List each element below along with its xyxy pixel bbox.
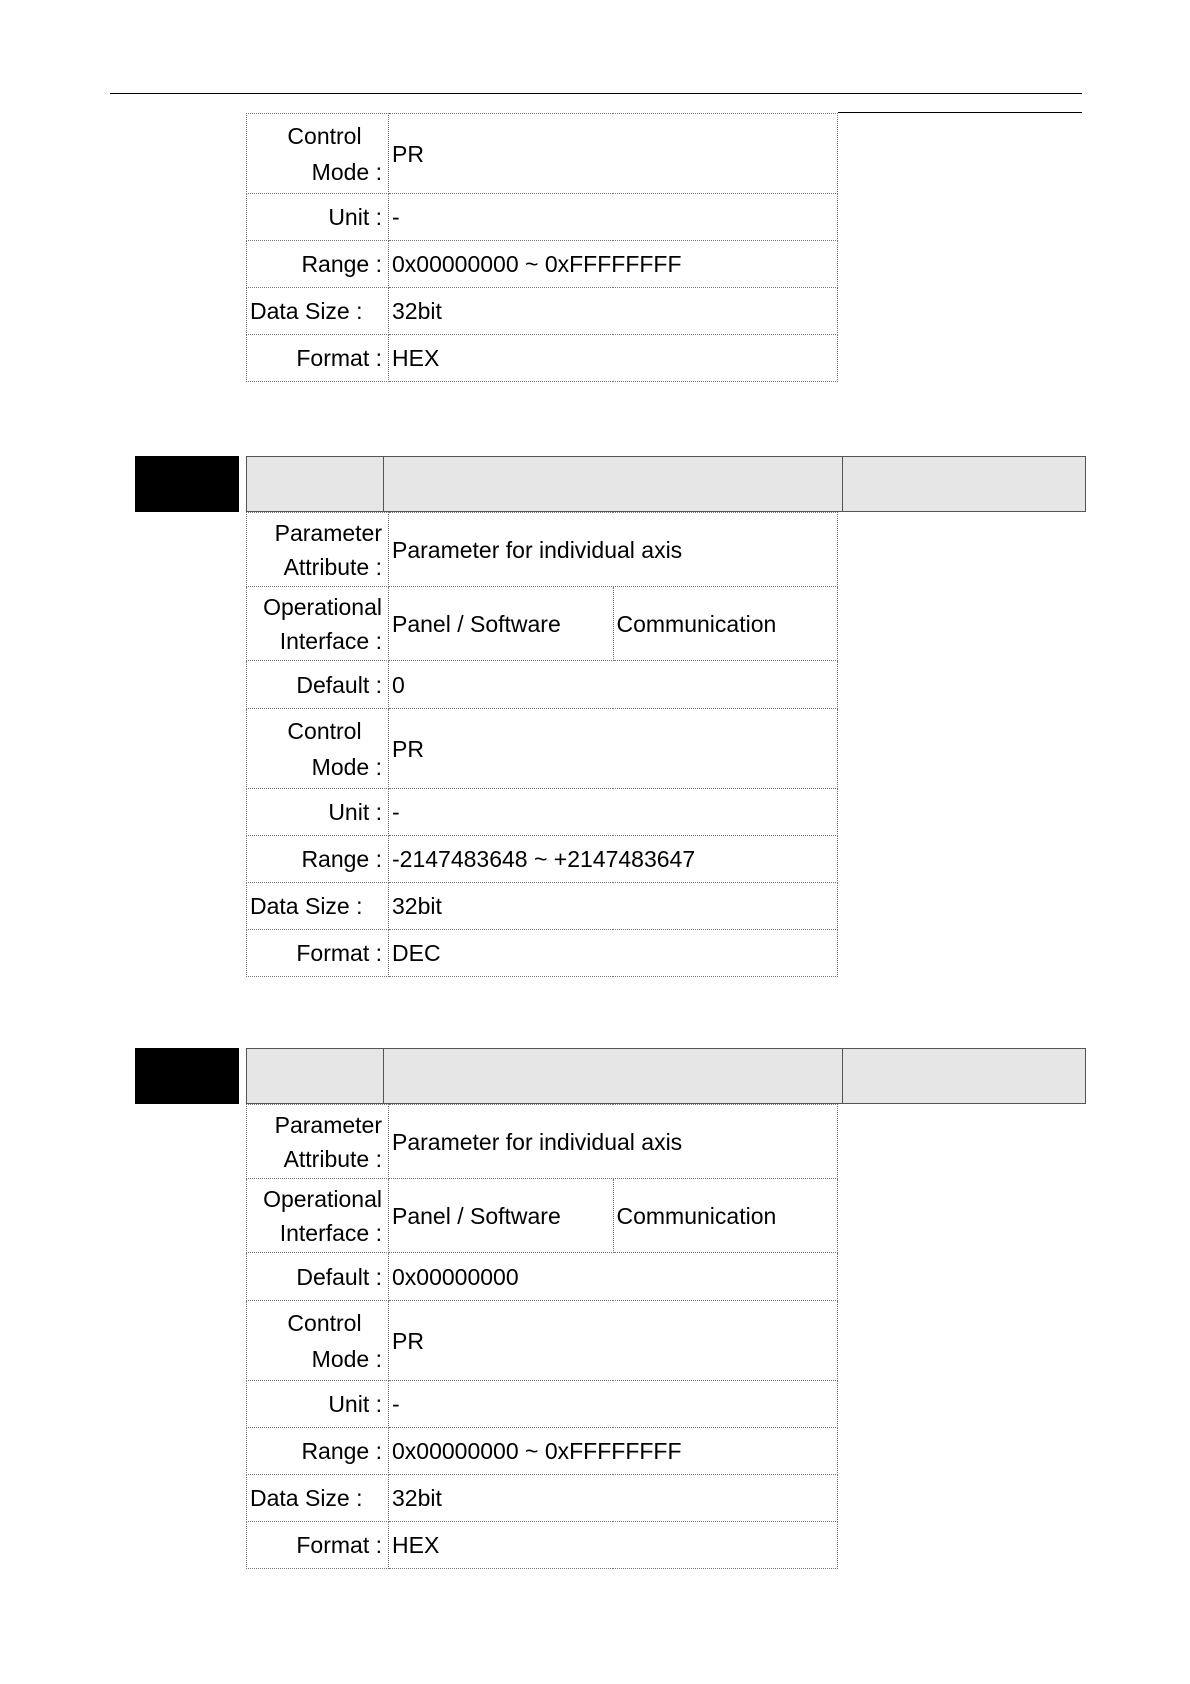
- parameter-code-block: [135, 1048, 239, 1104]
- data-size-label: Data Size :: [247, 288, 389, 335]
- parameter-table-3: [246, 1104, 838, 1569]
- format-label: Format :: [247, 930, 389, 977]
- header-cell-address: [843, 457, 1086, 512]
- page-header-rule: [110, 93, 1082, 94]
- unit-label: Unit :: [247, 1381, 389, 1428]
- operational-interface-label: Operational Interface :: [247, 587, 389, 661]
- parameter-header-bar-2: [246, 456, 1086, 512]
- data-size-label: Data Size :: [247, 883, 389, 930]
- control-mode-label: Control Mode :: [247, 114, 389, 194]
- parameter-header-bar-3: [246, 1048, 1086, 1104]
- operational-interface-panel: Panel / Software: [389, 1179, 614, 1253]
- range-value: -2147483648 ~ +2147483647: [389, 836, 838, 883]
- operational-interface-communication: Communication: [613, 1179, 838, 1253]
- header-cell-code: [247, 1049, 384, 1104]
- unit-value: -: [389, 1381, 838, 1428]
- parameter-code-block: [135, 456, 239, 512]
- format-label: Format :: [247, 1522, 389, 1569]
- control-mode-value: PR: [389, 114, 838, 194]
- unit-label: Unit :: [247, 789, 389, 836]
- control-mode-label: Control Mode :: [247, 709, 389, 789]
- operational-interface-label: Operational Interface :: [247, 1179, 389, 1253]
- data-size-value: 32bit: [389, 1475, 838, 1522]
- data-size-value: 32bit: [389, 288, 838, 335]
- format-label: Format :: [247, 335, 389, 382]
- default-value: 0x00000000: [389, 1253, 838, 1301]
- operational-interface-panel: Panel / Software: [389, 587, 614, 661]
- range-value: 0x00000000 ~ 0xFFFFFFFF: [389, 241, 838, 288]
- unit-value: -: [389, 789, 838, 836]
- header-cell-address: [843, 1049, 1086, 1104]
- parameter-table-2: [246, 512, 838, 977]
- parameter-attribute-value: Parameter for individual axis: [389, 513, 838, 587]
- default-value: 0: [389, 661, 838, 709]
- control-mode-value: PR: [389, 709, 838, 789]
- operational-interface-communication: Communication: [613, 587, 838, 661]
- parameter-attribute-label: Parameter Attribute :: [247, 1105, 389, 1179]
- parameter-table-1: [246, 113, 838, 382]
- format-value: HEX: [389, 335, 838, 382]
- range-label: Range :: [247, 1428, 389, 1475]
- control-mode-label: Control Mode :: [247, 1301, 389, 1381]
- section-rule: [838, 112, 1082, 113]
- default-label: Default :: [247, 661, 389, 709]
- header-cell-name: [384, 1049, 843, 1104]
- range-value: 0x00000000 ~ 0xFFFFFFFF: [389, 1428, 838, 1475]
- header-cell-code: [247, 457, 384, 512]
- unit-value: -: [389, 194, 838, 241]
- format-value: DEC: [389, 930, 838, 977]
- range-label: Range :: [247, 241, 389, 288]
- data-size-label: Data Size :: [247, 1475, 389, 1522]
- control-mode-value: PR: [389, 1301, 838, 1381]
- unit-label: Unit :: [247, 194, 389, 241]
- header-cell-name: [384, 457, 843, 512]
- parameter-attribute-value: Parameter for individual axis: [389, 1105, 838, 1179]
- data-size-value: 32bit: [389, 883, 838, 930]
- default-label: Default :: [247, 1253, 389, 1301]
- format-value: HEX: [389, 1522, 838, 1569]
- range-label: Range :: [247, 836, 389, 883]
- parameter-attribute-label: Parameter Attribute :: [247, 513, 389, 587]
